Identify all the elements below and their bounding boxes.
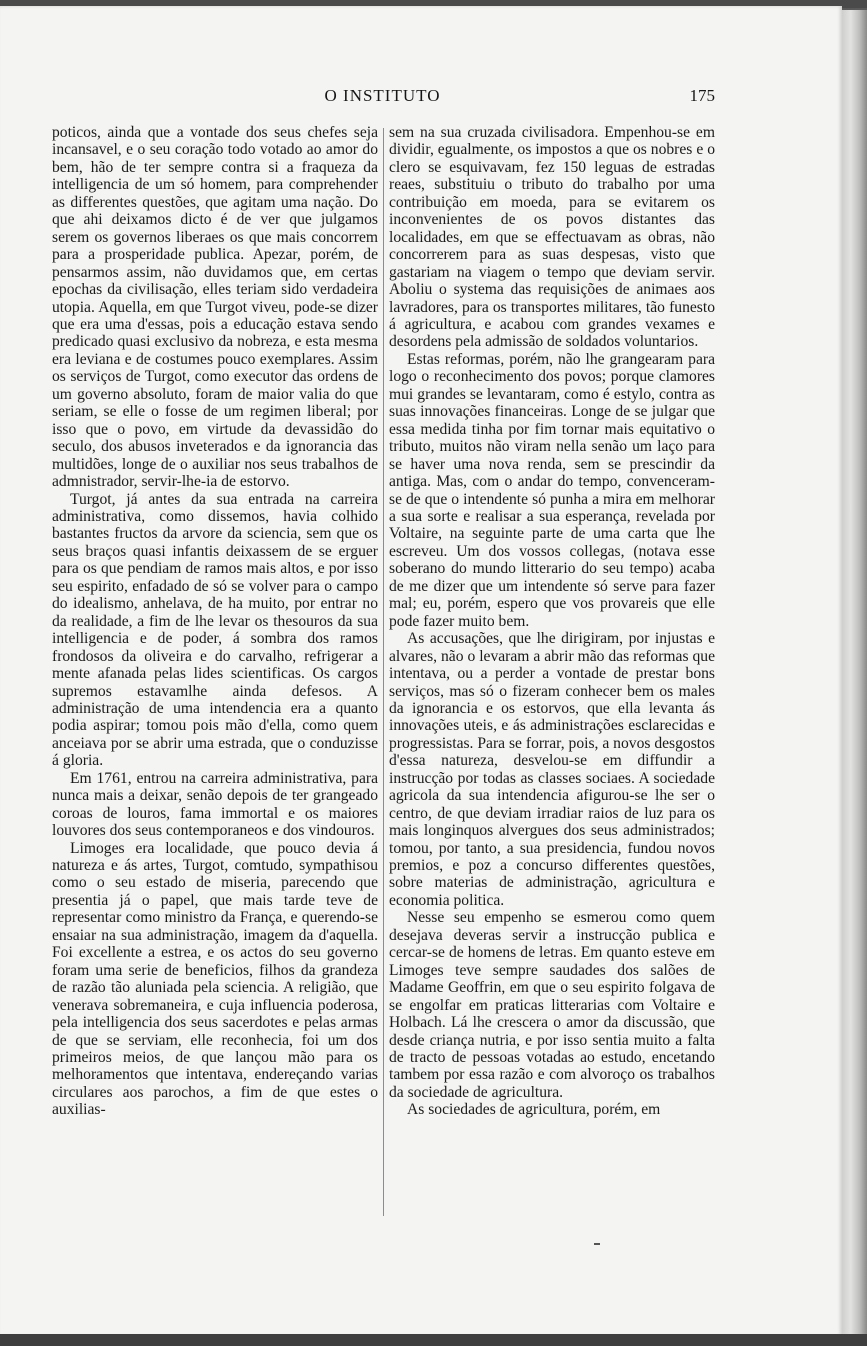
paragraph: As sociedades de agricultura, porém, em (407, 1101, 661, 1119)
running-title: O INSTITUTO (324, 86, 441, 105)
paragraph: Em 1761, entrou na carreira administrativa, para nunca mais a deixar, senão depois de ter grangeado coroas de louros, fama immortal e os maiores louvores dos seus contemporaneos e dos vindouros. (52, 769, 378, 840)
paragraph: Limoges era localidade, que pouco devia á natureza e ás artes, Turgot, comtudo, sympathisou como o seu estado de miseria, parecendo que presentia já o papel, que mais tarde teve de representar como ministro da França, e querendo-se ensaiar na sua administração, imagem da d'aquella. Foi excellente a estrea, e os actos do seu governo foram uma serie de beneficios, filhos da grandeza de razão tão aluniada pela sciencia. A religião, que venerava sobremaneira, e cuja influencia poderosa, pela intelligencia dos seus sacerdotes e pelas armas de que se serviam, elle reconhecia, foi um dos primeiros meios, de que lançou mão para os melhoramentos que intentava, endereçando varias circulares aos parochos, a fim de que estes o auxilias- (52, 839, 378, 1119)
paragraph: As accusações, que lhe dirigiram, por injustas e alvares, não o levaram a abrir mão das reformas que intentava, ou a perder a vontade de prestar bons serviços, mas só o fizeram conhecer bem os males da ignorancia e os estorvos, que ella levanta ás innovações uteis, e ás administrações esclarecidas e progressistas. Para se forrar, pois, a novos desgostos d'essa natureza, desvelou-se em diffundir a instrucção por todas as classes sociaes. A sociedade agricola da sua intendencia afigurou-se lhe ser o centro, de que deviam irradiar raios de luz para os mais longinquos alvergues dos seus administrados; tomou, por tanto, a sua presidencia, fundou novos premios, e poz a concurso differentes questões, sobre materias de administração, agricultura e economia politica. (389, 630, 715, 909)
printer-mark (594, 1243, 600, 1245)
book-page (0, 6, 842, 1336)
right-column (389, 124, 715, 1119)
paragraph: Estas reformas, porém, não lhe grangearam para logo o reconhecimento dos povos; porque clamores mui grandes se levantaram, como é estylo, contra as suas innovações financeiras. Longe de se julgar que essa medida tinha por fim tornar mais equitativo o tributo, muitos não viram nella senão um laço para se haver uma nova renda, sem se prescindir da antiga. Mas, com o andar do tempo, convenceram-se de que o intendente só punha a mira em melhorar a sua sorte e realisar a sua esperança, revelada por Voltaire, na seguinte parte de uma carta que lhe escreveu. Um dos vossos collegas, (notava esse soberano do mundo litterario do seu tempo) acaba de me dizer que um intendente só serve para fazer mal; eu, porém, espero que vos provareis que elle pode fazer muito bem. (389, 350, 715, 630)
scan-border-bottom (0, 1334, 867, 1346)
left-column (52, 124, 378, 1119)
paragraph: sem na sua cruzada civilisadora. Empenhou-se em dividir, egualmente, os impostos a que os nobres e o clero se esquivavam, fez 150 leguas de estradas reaes, substituiu o tributo do trabalho por uma contribuição em moeda, para se evitarem os inconvenientes de os povos distantes das localidades, em que se effectuavam as obras, não concorrerem para as suas despesas, visto que gastariam na viagem o tempo que deviam servir. Aboliu o systema das requisições de animaes aos lavradores, para os transportes militares, tão funesto á agricultura, e acabou com grandes vexames e desordens pela admissão de soldados voluntarios. (389, 124, 715, 351)
page-header (50, 86, 715, 108)
paragraph: Nesse seu empenho se esmerou como quem desejava deveras servir a instrucção publica e cercar-se de homens de letras. Em quanto esteve em Limoges teve sempre saudades dos salões de Madame Geoffrin, em que o seu espirito folgava de se engolfar em praticas litterarias com Voltaire e Holbach. Lá lhe crescera o amor da discussão, que desde criança nutria, e por isso sentia muito a falta de tracto de pessoas votadas ao estudo, encetando tambem por essa razão e com alvoroço os trabalhos da sociedade de agricultura. (389, 909, 715, 1101)
paragraph: poticos, ainda que a vontade dos seus chefes seja incansavel, e o seu coração todo votado ao amor do bem, hão de ter sempre contra si a fraqueza da intelligencia de um só homem, para comprehender as differentes questões, que agitam uma nação. Do que ahi deixamos dicto é de ver que julgamos serem os governos liberaes os que mais concorrem para a prosperidade publica. Apezar, porém, de pensarmos assim, não duvidamos que, em certas epochas da civilisação, elles teriam sido verdadeira utopia. Aquella, em que Turgot viveu, pode-se dizer que era uma d'essas, pois a educação estava sendo predicado quasi exclusivo da nobreza, e esta mesma era leviana e de costumes pouco exemplares. Assim os serviços de Turgot, como executor das ordens de um governo absoluto, foram de maior valia do que seriam, se elle o fosse de um regimen liberal; por isso que o povo, em virtude da devassidão do seculo, dos abusos inveterados e da ignorancia das multidões, longe de o auxiliar nos seus trabalhos de admnistrador, servir-lhe-ia de estorvo. (52, 124, 378, 491)
page-edge-stack (842, 10, 867, 1336)
page-number: 175 (689, 86, 715, 105)
paragraph: Turgot, já antes da sua entrada na carreira administrativa, como dissemos, havia colhido bastantes fructos da arvore da sciencia, sem que os seus braços quasi infantis deixassem de se erguer para os que pendiam de ramos mais altos, e por isso seu espirito, enfadado de só se volver para o campo do idealismo, anhelava, de ha muito, por entrar no da realidade, a fim de lhe levar os thesouros da sua intelligencia e de poder, á sombra dos ramos frondosos da oliveira e do carvalho, refrigerar a mente afanada pelas lides scientificas. Os cargos supremos estavamlhe ainda defesos. A administração de uma intendencia era a quanto podia aspirar; tomou pois mão d'ella, como quem anceiava por se abrir uma estrada, que o conduzisse á gloria. (52, 490, 378, 770)
column-divider (383, 128, 384, 1216)
